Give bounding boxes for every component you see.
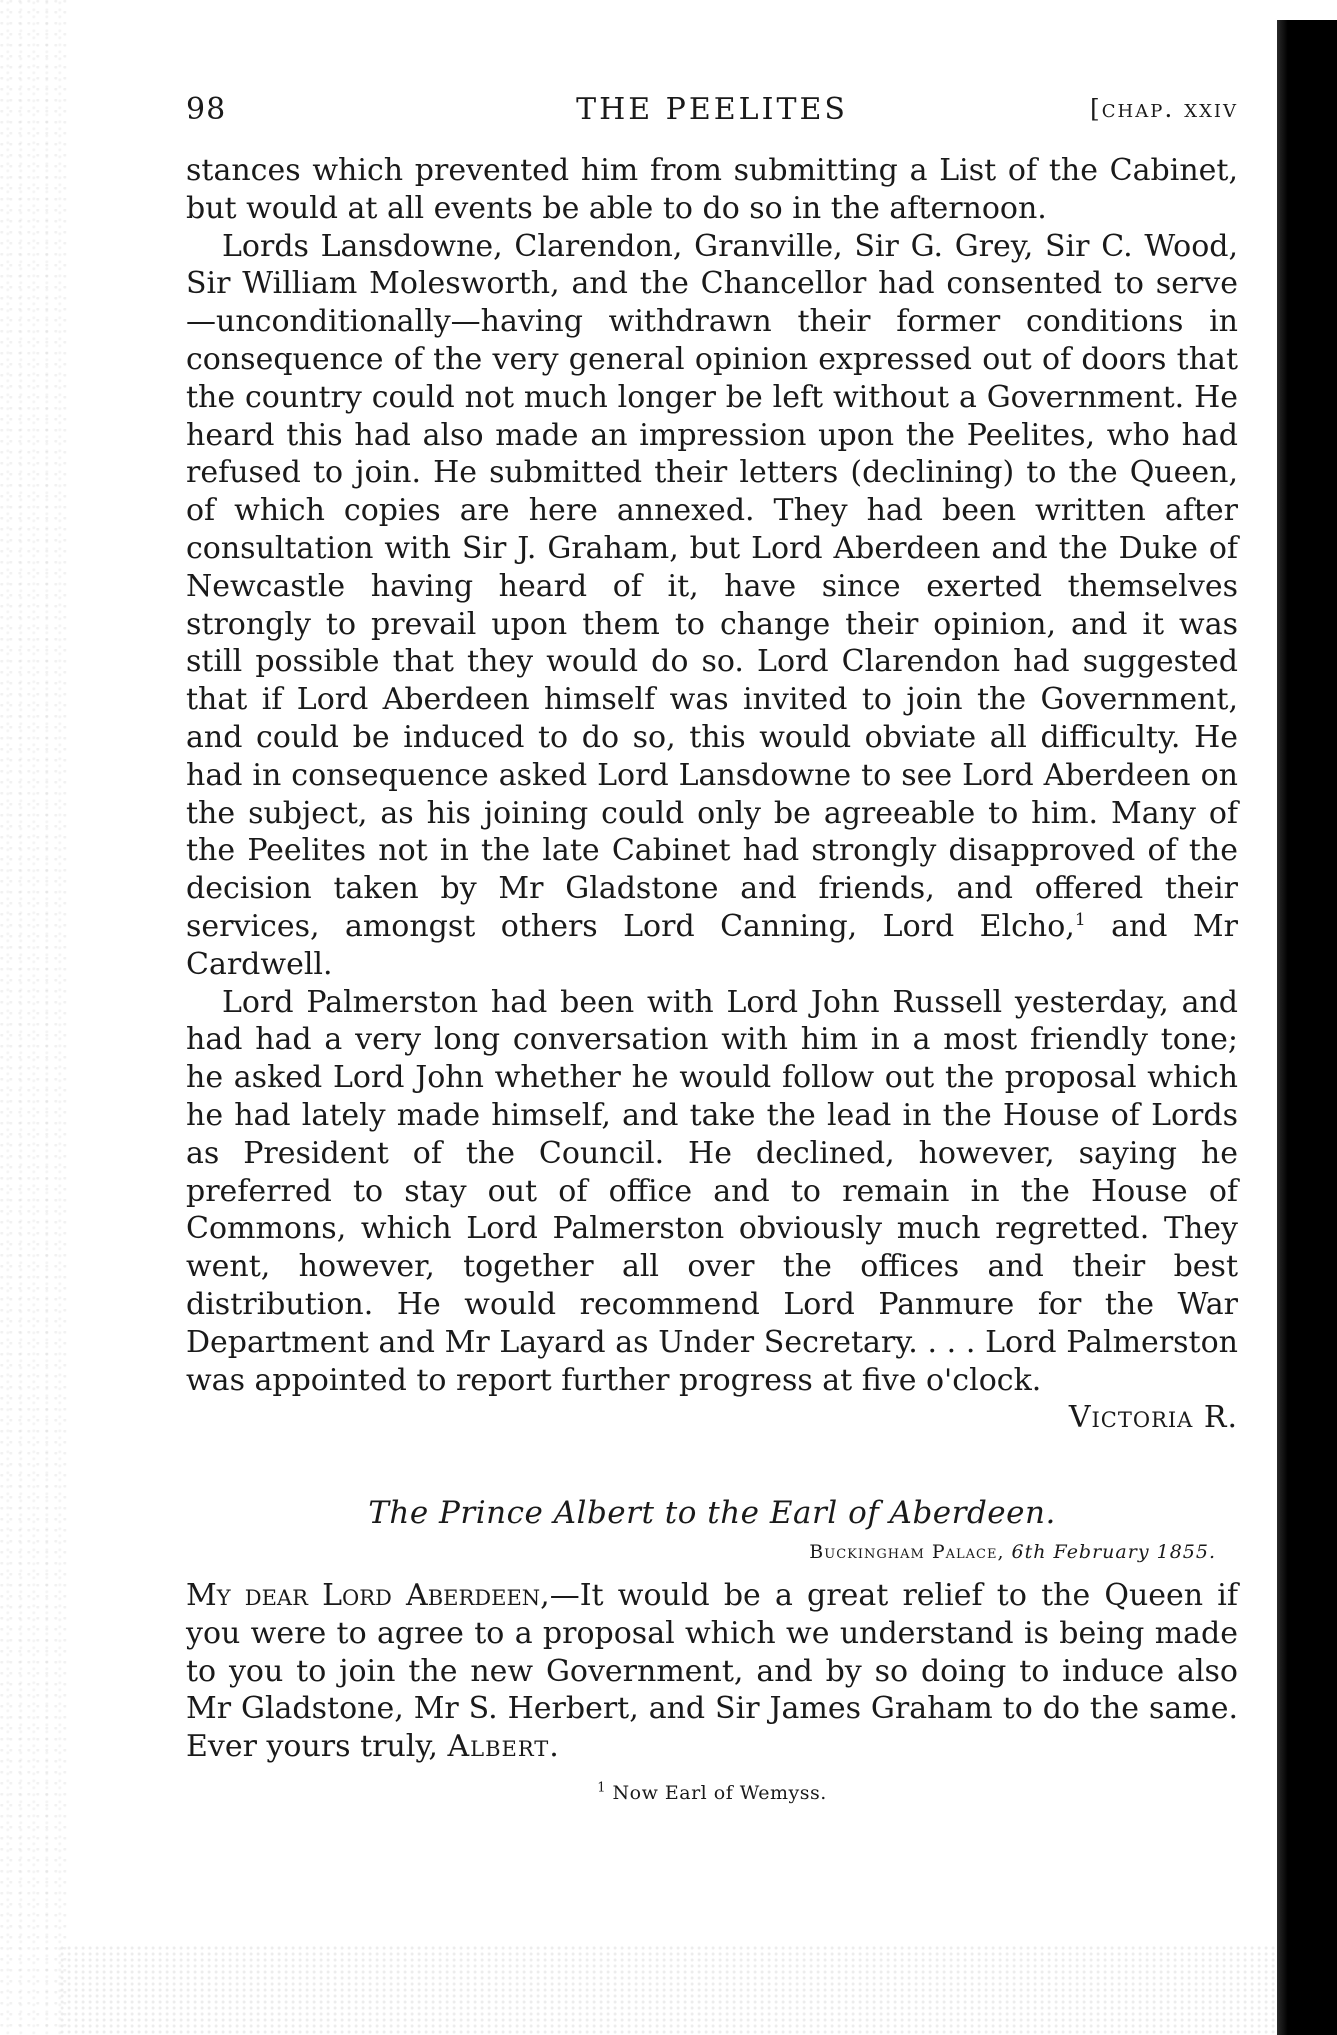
signature-albert: Albert.: [447, 1729, 560, 1765]
scan-edge-bottom: [60, 1945, 1280, 2035]
paragraph: [186, 228, 1238, 984]
paragraph: [186, 984, 1238, 1438]
running-title: THE PEELITES: [576, 92, 848, 127]
paragraph-text: Lord Palmerston had been with Lord John Russell yesterday, and had had a very long conversation with him in a most friendly tone; he asked Lord John whether he would follow out the proposal which he had lately made himself, and take the lead in the House of Lords as President of the Council. He declined, however, saying he preferred to stay out of office and to remain in the House of Commons, which Lord Palmerston obviously much regretted. They went, however, together all over the offices and their best distribution. He would recommend Lord Panmure for the War Department and Mr Layard as Under Secretary. . . . Lord Palmerston was appointed to report further progress at five o'clock.: [186, 984, 1238, 1398]
signature-victoria: Victoria R.: [1068, 1400, 1238, 1436]
paragraph-continuation: stances which prevented him from submitting a List of the Cabinet, but would at all events be able to do so in the afternoon.: [186, 153, 1238, 226]
letter-paragraph: [186, 1577, 1238, 1766]
scan-edge-right: [1277, 20, 1337, 2035]
chapter-reference: [chap. xxiv: [1090, 94, 1238, 123]
paragraph-tail: and Mr Cardwell.: [186, 908, 1238, 982]
footnote-text: Now Earl of Wemyss.: [612, 1782, 827, 1805]
footnote: [186, 1782, 1238, 1804]
letter-date: 6th February 1855.: [1011, 1541, 1216, 1564]
footnote-number: 1: [597, 1780, 606, 1796]
letter-text: —It would be a great relief to the Queen if you were to agree to a proposal which we understand is being made to you to join the new Government, and by so doing to induce also Mr Gladstone, Mr S. Herbert, and Sir James Graham to do the same. Ever yours truly,: [186, 1578, 1239, 1765]
running-head: [186, 92, 1238, 132]
book-page: [186, 92, 1238, 1804]
letter-place: Buckingham Palace,: [809, 1541, 1005, 1564]
body-text: [186, 152, 1238, 1437]
page-number: 98: [186, 92, 227, 127]
letter-heading: The Prince Albert to the Earl of Aberdeen.: [368, 1495, 1056, 1532]
letter-salutation: My dear Lord Aberdeen,: [186, 1578, 550, 1614]
letter-dateline: [186, 1541, 1238, 1563]
scan-edge-left: [0, 0, 70, 2035]
footnote-marker: 1: [1074, 909, 1086, 930]
letter-body: [186, 1577, 1238, 1766]
paragraph-text: Lords Lansdowne, Clarendon, Granville, Sir G. Grey, Sir C. Wood, Sir William Molesworth, and the Chancellor had consented to serve—unconditionally—having withdrawn their former conditions in consequence of the very general opinion expressed out of doors that the country could not much longer be left without a Government. He heard this had also made an impression upon the Peelites, who had refused to join. He submitted their letters (declining) to the Queen, of which copies are here annexed. They had been written after consultation with Sir J. Graham, but Lord Aberdeen and the Duke of Newcastle having heard of it, have since exerted themselves strongly to prevail upon them to change their opinion, and it was still possible that they would do so. Lord Clarendon had suggested that if Lord Aberdeen himself was invited to join the Government, and could be induced to do so, this would obviate all difficulty. He had in consequence asked Lord Lansdowne to see Lord Aberdeen on the subject, as his joining could only be agreeable to him. Many of the Peelites not in the late Cabinet had strongly disapproved of the decision taken by Mr Gladstone and friends, and offered their services, amongst others Lord Canning, Lord Elcho,: [186, 228, 1238, 944]
